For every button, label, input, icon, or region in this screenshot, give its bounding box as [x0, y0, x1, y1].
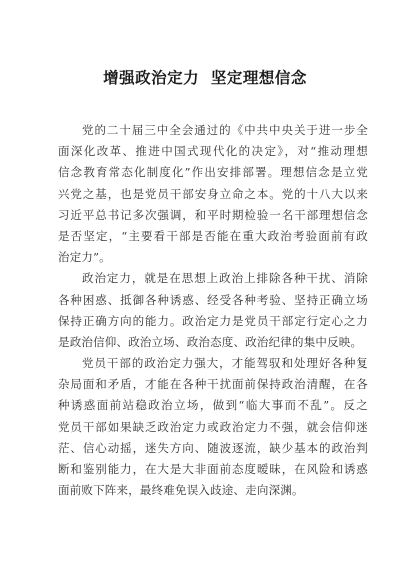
paragraph-line: 种诱惑面前站稳政治立场，做到“临大事而不乱”。反之 [58, 398, 368, 413]
paragraph-line: 面深化改革、推进中国式现代化的决定》，对“推动理想 [58, 144, 368, 159]
paragraph-line: 治定力”。 [58, 250, 111, 265]
paragraph-line: 党员干部如果缺乏政治定力或政治定力不强，就会信仰迷 [58, 419, 368, 434]
paragraph-line: 是政治信仰、政治立场、政治态度、政治纪律的集中反映。 [58, 334, 363, 349]
paragraph-3 [58, 353, 368, 501]
document-body [58, 120, 368, 501]
paragraph-line: 党员干部的政治定力强大，才能驾驭和处理好各种复 [82, 356, 368, 371]
paragraph-line: 习近平总书记多次强调，和平时期检验一名干部理想信念 [58, 207, 368, 222]
paragraph-2 [58, 268, 368, 353]
paragraph-line: 杂局面和矛盾，才能在各种干扰面前保持政治清醒，在各 [58, 377, 368, 392]
paragraph-line: 面前败下阵来，最终难免误入歧途、走向深渊。 [58, 483, 304, 498]
paragraph-line: 各种困惑、抵御各种诱惑、经受各种考验、坚持正确立场 [58, 292, 368, 307]
paragraph-line: 党的二十届三中全会通过的《中共中央关于进一步全 [82, 123, 368, 137]
paragraph-line: 保持正确方向的能力。政治定力是党员干部定行定心之力 [58, 313, 368, 328]
paragraph-1 [58, 120, 368, 268]
paragraph-line: 政治定力，就是在思想上政治上排除各种干扰、消除 [82, 271, 368, 286]
paragraph-line: 兴党之基，也是党员干部安身立命之本。党的十八大以来 [58, 186, 368, 201]
paragraph-line: 是否坚定，“主要看干部是否能在重大政治考验面前有政 [58, 228, 368, 243]
paragraph-line: 断和鉴别能力，在大是大非面前态度暧昧，在风险和诱惑 [58, 462, 368, 476]
document-title: 增强政治定力 坚定理想信念 [103, 69, 307, 87]
paragraph-line: 信念教育常态化制度化”作出安排部署。理想信念是立党 [58, 165, 368, 180]
paragraph-line: 茫、信心动摇，迷失方向、随波逐流，缺少基本的政治判 [58, 440, 368, 455]
